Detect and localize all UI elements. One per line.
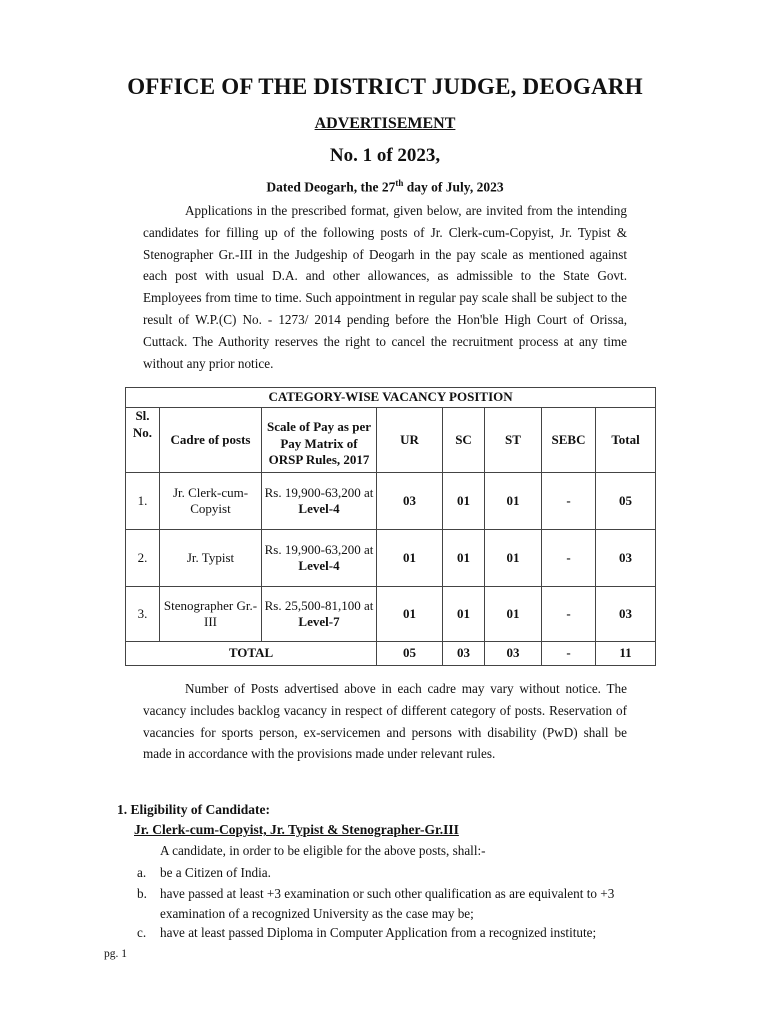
scale-text: Rs. 19,900-63,200 at: [264, 484, 374, 500]
cell-cadre: Stenographer Gr.-III: [160, 587, 262, 642]
dated-superscript: th: [395, 178, 404, 188]
eligibility-title: 1. Eligibility of Candidate:: [117, 802, 271, 817]
cell-scale: [262, 530, 377, 587]
table-caption: CATEGORY-WISE VACANCY POSITION: [126, 388, 656, 408]
list-item: [137, 923, 660, 943]
header-ur: UR: [377, 408, 443, 473]
vacancy-table: [125, 387, 656, 666]
header-cadre: Cadre of posts: [160, 408, 262, 473]
cell-scale: [262, 587, 377, 642]
cell-ur: 01: [377, 587, 443, 642]
total-sebc: -: [542, 642, 596, 666]
notice-paragraph: [143, 678, 627, 765]
table-row: [126, 587, 656, 642]
cell-sl: 1.: [126, 473, 160, 530]
list-text: have passed at least +3 examination or such other qualification as are equivalent to +3 examination of a recognized University as the case may be;: [160, 886, 615, 921]
cell-sebc: -: [542, 473, 596, 530]
header-sl: Sl. No.: [126, 408, 160, 473]
table-row: [126, 473, 656, 530]
total-sc: 03: [443, 642, 485, 666]
cell-cadre: Jr. Clerk-cum-Copyist: [160, 473, 262, 530]
cell-st: 01: [485, 587, 542, 642]
total-label: TOTAL: [126, 642, 377, 666]
total-st: 03: [485, 642, 542, 666]
cell-sc: 01: [443, 473, 485, 530]
dated-prefix: Dated Deogarh, the 27: [266, 179, 396, 195]
header-sc: SC: [443, 408, 485, 473]
cell-scale: [262, 473, 377, 530]
cell-sebc: -: [542, 587, 596, 642]
cell-total: 03: [596, 530, 656, 587]
advertisement-number: No. 1 of 2023,: [329, 145, 441, 166]
header-st: ST: [485, 408, 542, 473]
intro-paragraph: [143, 200, 627, 374]
cell-sl: 3.: [126, 587, 160, 642]
scale-text: Rs. 19,900-63,200 at: [264, 541, 374, 557]
eligibility-intro: A candidate, in order to be eligible for the above posts, shall:-: [160, 843, 486, 858]
dated-suffix: day of July, 2023: [403, 179, 504, 195]
list-marker: c.: [137, 925, 147, 940]
list-text: be a Citizen of India.: [160, 865, 271, 880]
cell-cadre: Jr. Typist: [160, 530, 262, 587]
table-row: [126, 530, 656, 587]
scale-text: Rs. 25,500-81,100 at: [264, 597, 374, 613]
cell-sc: 01: [443, 587, 485, 642]
scale-level: Level-4: [298, 501, 340, 516]
list-marker: a.: [137, 865, 147, 880]
page-number: pg. 1: [104, 948, 127, 960]
cell-total: 05: [596, 473, 656, 530]
total-total: 11: [596, 642, 656, 666]
notice-paragraph-text: Number of Posts advertised above in each cadre may vary without notice. The vacancy includes backlog vacancy in respect of different category of posts. Reservation of vacancies for sports person, ex-servicemen and persons with disability (PwD) shall be made in accordance with the provisions made under relevant rules.: [143, 681, 627, 762]
header-scale: Scale of Pay as per Pay Matrix of ORSP Rules, 2017: [262, 408, 377, 473]
header-sebc: SEBC: [542, 408, 596, 473]
cell-st: 01: [485, 473, 542, 530]
cell-sebc: -: [542, 530, 596, 587]
cell-ur: 03: [377, 473, 443, 530]
list-item: [137, 863, 660, 883]
header-total: Total: [596, 408, 656, 473]
cell-st: 01: [485, 530, 542, 587]
intro-paragraph-text: Applications in the prescribed format, given below, are invited from the intending candidates for filling up of the following posts of Jr. Clerk-cum-Copyist, Jr. Typist & Stenographer Gr.-III in the Judgeship of Deogarh in the pay scale as mentioned against each post with usual D.A. and other allowances, as admissible to the State Govt. Employees from time to time. Such appointment in regular pay scale shall be subject to the result of W.P.(C) No. - 1273/ 2014 pending before the Hon'ble High Court of Orissa, Cuttack. The Authority reserves the right to cancel the recruitment process at any time without any prior notice.: [143, 203, 627, 371]
eligibility-subtitle: Jr. Clerk-cum-Copyist, Jr. Typist & Stenographer-Gr.III: [134, 822, 459, 837]
office-title: OFFICE OF THE DISTRICT JUDGE, DEOGARH: [127, 74, 643, 99]
cell-total: 03: [596, 587, 656, 642]
list-item: [137, 884, 660, 924]
cell-sl: 2.: [126, 530, 160, 587]
advertisement-heading: ADVERTISEMENT: [314, 115, 456, 132]
list-marker: b.: [137, 886, 147, 901]
scale-level: Level-7: [298, 614, 340, 629]
dated-line: [0, 178, 770, 196]
table-total-row: [126, 642, 656, 666]
scale-level: Level-4: [298, 558, 340, 573]
cell-ur: 01: [377, 530, 443, 587]
cell-sc: 01: [443, 530, 485, 587]
total-ur: 05: [377, 642, 443, 666]
list-text: have at least passed Diploma in Computer Application from a recognized institute;: [160, 925, 597, 940]
